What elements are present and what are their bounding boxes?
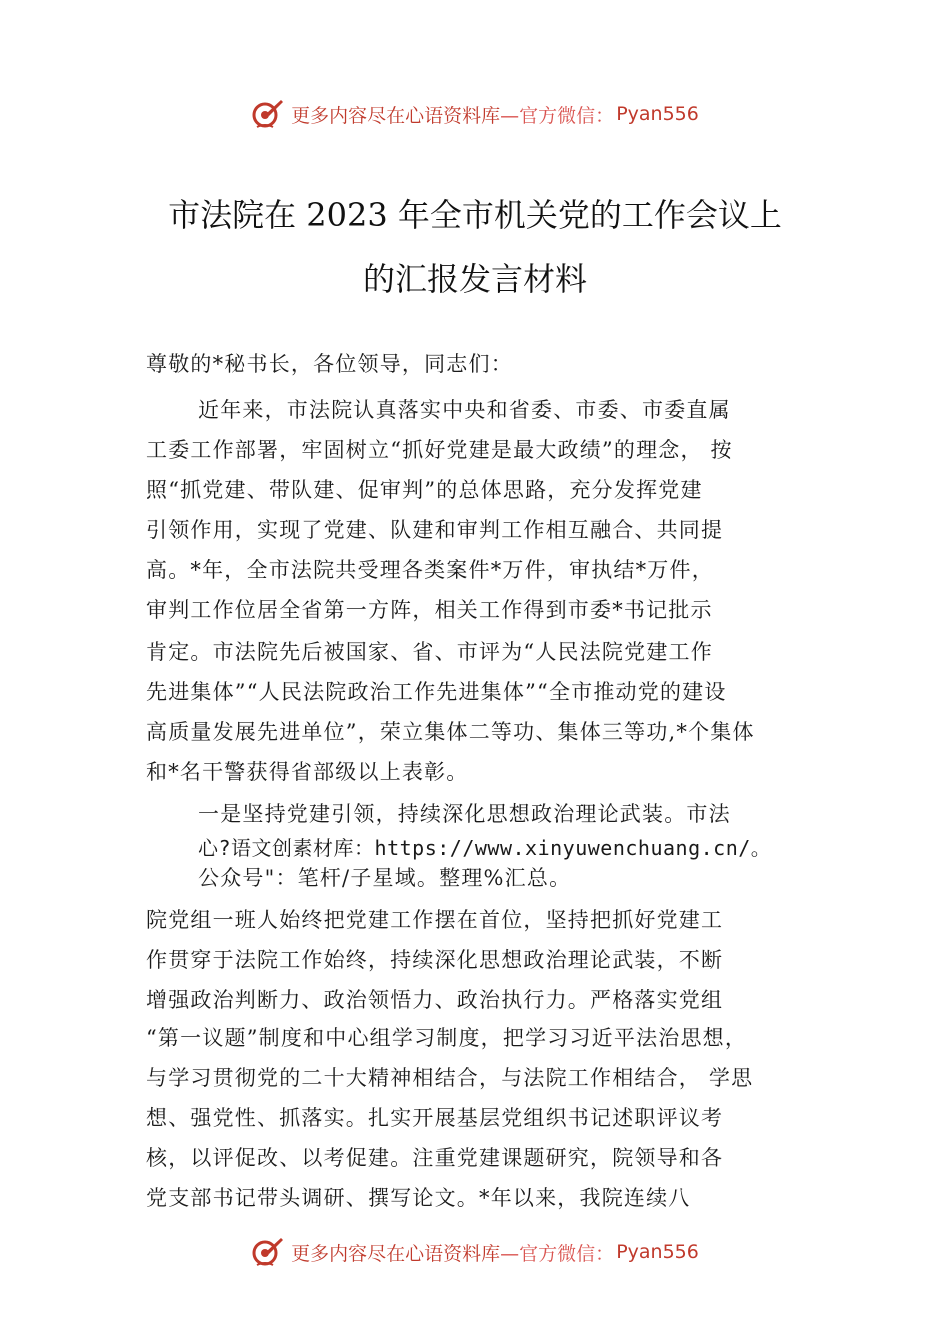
watermark-text: 更多内容尽在心语资料库 <box>291 104 501 127</box>
body-line: 工委工作部署，牢固树立“抓好党建是最大政绩”的理念， 按 <box>146 438 733 462</box>
body-line: 增强政治判断力、政治领悟力、政治执行力。严格落实党组 <box>146 988 724 1012</box>
body-line: 照“抓党建、带队建、促审判”的总体思路，充分发挥党建 <box>146 478 703 502</box>
header-watermark <box>0 94 950 134</box>
watermark-id: Pyan556 <box>616 1241 699 1263</box>
watermark-label: —官方微信： <box>500 104 615 127</box>
body-line: 院党组一班人始终把党建工作摆在首位，坚持把抓好党建工 <box>146 908 724 932</box>
footer-watermark <box>0 1232 950 1272</box>
watermark-text: 更多内容尽在心语资料库 <box>291 1242 501 1265</box>
watermark-id: Pyan556 <box>616 103 699 125</box>
body-line: 与学习贯彻党的二十大精神相结合，与法院工作相结合， 学思 <box>146 1066 754 1090</box>
body-line: 想、强党性、抓落实。扎实开展基层党组织书记述职评议考 <box>146 1106 724 1130</box>
document-title-line-2: 的汇报发言材料 <box>362 260 587 298</box>
salutation: 尊敬的*秘书长，各位领导，同志们： <box>146 352 513 376</box>
document-title-line-1: 市法院在 2023 年全市机关党的工作会议上 <box>168 196 782 234</box>
section-heading: 一是坚持党建引领，持续深化思想政治理论武装。市法 <box>198 802 731 826</box>
watermark-label: —官方微信： <box>500 1242 615 1265</box>
body-line: 先进集体”“人民法院政治工作先进集体”“全市推动党的建设 <box>146 680 727 704</box>
body-line: 审判工作位居全省第一方阵，相关工作得到市委*书记批示 <box>146 598 713 622</box>
inserted-notice-line: 心?语文创素材库：https://www.xinyuwenchuang.cn/。 <box>198 836 772 860</box>
body-line: 和*名干警获得省部级以上表彰。 <box>146 760 469 784</box>
body-line: 党支部书记带头调研、撰写论文。*年以来，我院连续八 <box>146 1186 691 1210</box>
body-line: 高质量发展先进单位”，荣立集体二等功、集体三等功,*个集体 <box>146 720 755 744</box>
body-line: “第一议题”制度和中心组学习制度，把学习习近平法治思想， <box>146 1026 748 1050</box>
body-line: 高。*年，全市法院共受理各类案件*万件，审执结*万件， <box>146 558 714 582</box>
body-line: 近年来，市法院认真落实中央和省委、市委、市委直属 <box>198 398 731 422</box>
body-line: 核，以评促改、以考促建。注重党建课题研究，院领导和各 <box>146 1146 724 1170</box>
inserted-notice-line: 公众号"：笔杆/子星域。整理%汇总。 <box>198 866 572 890</box>
body-line: 作贯穿于法院工作始终，持续深化思想政治理论武装，不断 <box>146 948 724 972</box>
pen-logo-icon <box>251 1235 285 1269</box>
body-line: 肯定。市法院先后被国家、省、市评为“人民法院党建工作 <box>146 640 713 664</box>
pen-logo-icon <box>251 97 285 131</box>
body-line: 引领作用，实现了党建、队建和审判工作相互融合、共同提 <box>146 518 724 542</box>
